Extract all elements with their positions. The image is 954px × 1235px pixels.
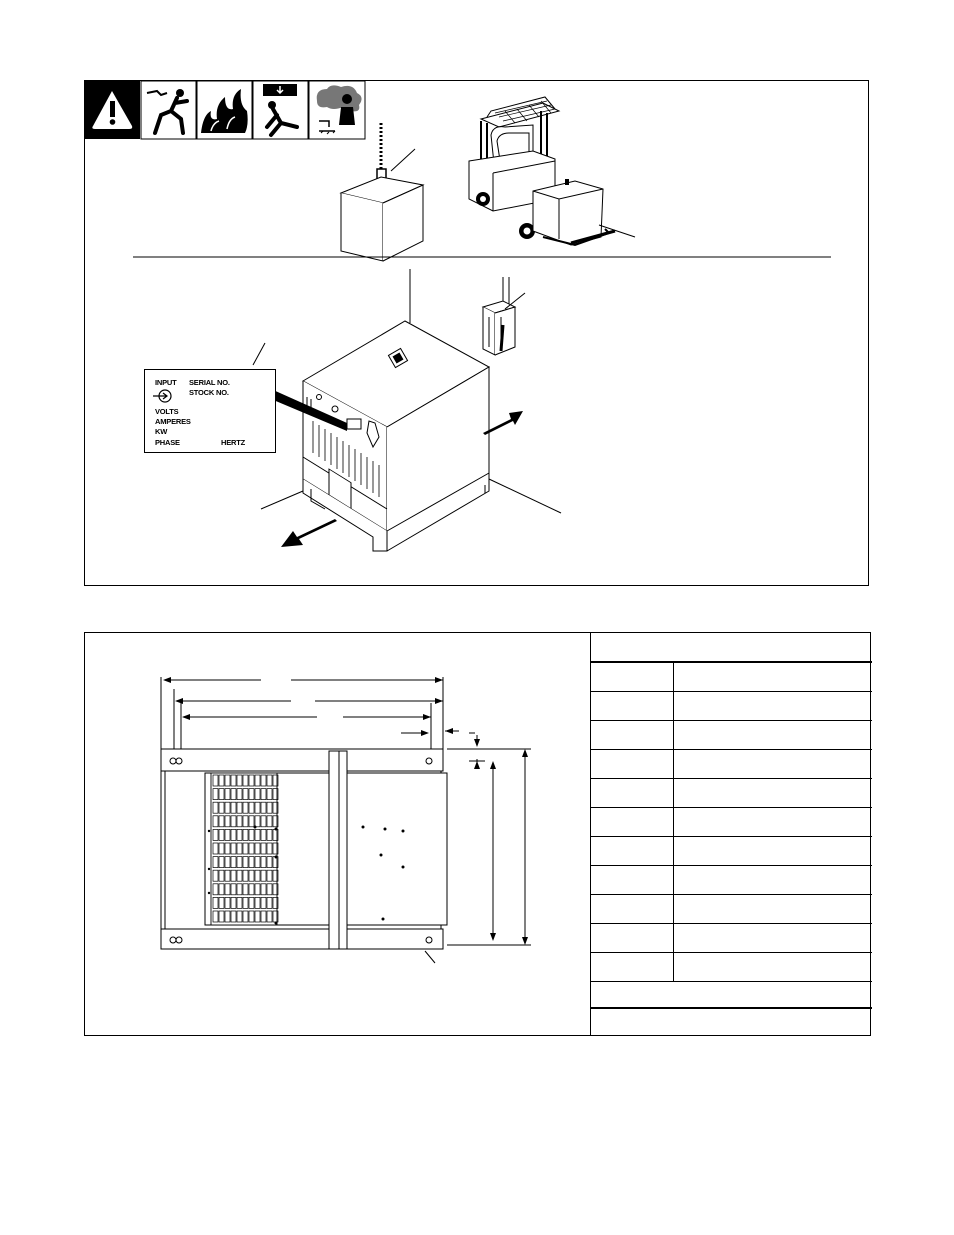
fumes-icon	[309, 81, 365, 139]
base-dimensions-drawing	[85, 633, 590, 1035]
installation-illustration	[85, 81, 870, 587]
disconnect-switch-illustration	[483, 277, 525, 355]
table-note-row	[591, 1007, 872, 1037]
nameplate-stock-label: STOCK NO.	[189, 388, 229, 397]
table-row	[591, 952, 872, 982]
nameplate-volts-label: VOLTS	[155, 407, 179, 416]
falling-equipment-icon	[253, 81, 308, 139]
table-row	[591, 662, 872, 692]
nameplate-hertz-label: HERTZ	[221, 438, 245, 447]
warning-icon	[85, 81, 140, 139]
nameplate-kw-label: KW	[155, 427, 168, 436]
table-row	[591, 836, 872, 866]
safety-icon-strip	[85, 81, 365, 139]
table-row	[591, 691, 872, 721]
table-row	[591, 865, 872, 895]
forklift-illustration	[469, 97, 635, 245]
electric-shock-icon	[141, 81, 196, 139]
nameplate-input-label: INPUT	[155, 378, 177, 387]
dimensions-panel	[84, 632, 871, 1036]
fire-icon	[197, 81, 252, 139]
table-row	[591, 894, 872, 924]
table-row	[591, 923, 872, 953]
table-row	[591, 720, 872, 750]
dimension-table	[590, 633, 872, 1035]
rating-nameplate	[144, 369, 276, 453]
nameplate-phase-label: PHASE	[155, 438, 180, 447]
table-row	[591, 749, 872, 779]
table-row	[591, 778, 872, 808]
unit-base-outline	[161, 749, 447, 949]
input-symbol-icon	[151, 388, 177, 404]
nameplate-amperes-label: AMPERES	[155, 417, 191, 426]
power-source-illustration	[303, 321, 489, 551]
lifting-eye-illustration	[341, 123, 423, 261]
nameplate-serial-label: SERIAL NO.	[189, 378, 230, 387]
installation-panel	[84, 80, 869, 586]
table-note-row	[591, 981, 872, 1008]
table-row	[591, 807, 872, 837]
